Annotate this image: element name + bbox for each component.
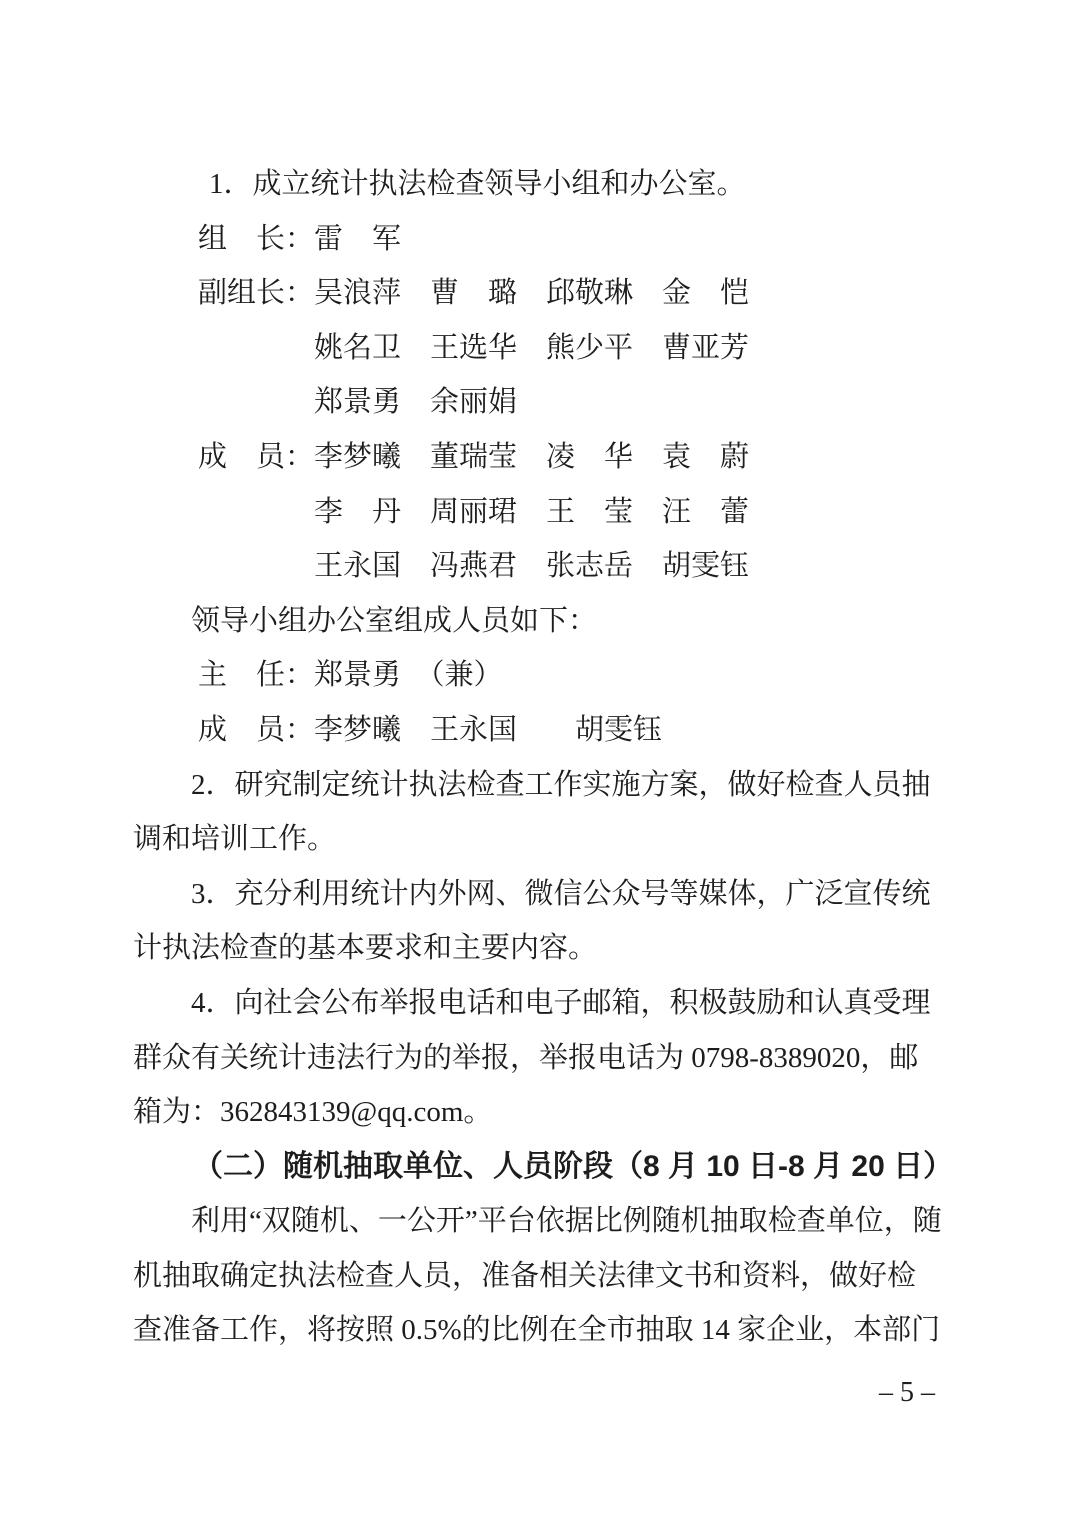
document-line: 箱为：362843139@qq.com。 bbox=[133, 1096, 493, 1129]
document-line: 1．成立统计执法检查领导小组和办公室。 bbox=[208, 168, 746, 200]
document-line: 3．充分利用统计内外网、微信公众号等媒体，广泛宣传统 bbox=[191, 877, 931, 910]
document-line: 王永国 冯燕君 张志岳 胡雯钰 bbox=[313, 550, 749, 583]
document-line: 2．研究制定统计执法检查工作实施方案，做好检查人员抽 bbox=[191, 768, 931, 801]
document-line: 调和培训工作。 bbox=[133, 823, 337, 856]
document-line: 机抽取确定执法检查人员，准备相关法律文书和资料，做好检 bbox=[133, 1259, 917, 1292]
document-line: 李 丹 周丽珺 王 莹 汪 蕾 bbox=[313, 495, 749, 528]
document-line: 郑景勇 余丽娟 bbox=[313, 386, 517, 419]
document-line: 副组长：吴浪萍 曹 璐 邱敬琳 金 恺 bbox=[197, 277, 749, 310]
document-line: 成 员：李梦曦 董瑞莹 凌 华 袁 蔚 bbox=[197, 440, 749, 473]
document-line: 成 员：李梦曦 王永国 胡雯钰 bbox=[197, 713, 662, 746]
document-line: 利用“双随机、一公开”平台依据比例随机抽取检查单位，随 bbox=[191, 1205, 942, 1238]
section-heading: （二）随机抽取单位、人员阶段（8 月 10 日-8 月 20 日） bbox=[193, 1149, 954, 1183]
document-line: 计执法检查的基本要求和主要内容。 bbox=[133, 932, 598, 965]
document-body bbox=[133, 157, 954, 1358]
document-line: 查准备工作，将按照 0.5%的比例在全市抽取 14 家企业，本部门 bbox=[133, 1314, 941, 1347]
document-line: 群众有关统计违法行为的举报，举报电话为 0798-8389020，邮 bbox=[133, 1041, 919, 1074]
document-line: 领导小组办公室组成人员如下： bbox=[191, 604, 598, 637]
document-line: 组 长：雷 军 bbox=[197, 222, 401, 255]
document-line: 姚名卫 王选华 熊少平 曹亚芳 bbox=[313, 331, 749, 364]
page-number: – 5 – bbox=[879, 1377, 935, 1408]
document-line: 4．向社会公布举报电话和电子邮箱，积极鼓励和认真受理 bbox=[191, 986, 931, 1019]
document-line: 主 任：郑景勇 （兼） bbox=[197, 659, 503, 692]
